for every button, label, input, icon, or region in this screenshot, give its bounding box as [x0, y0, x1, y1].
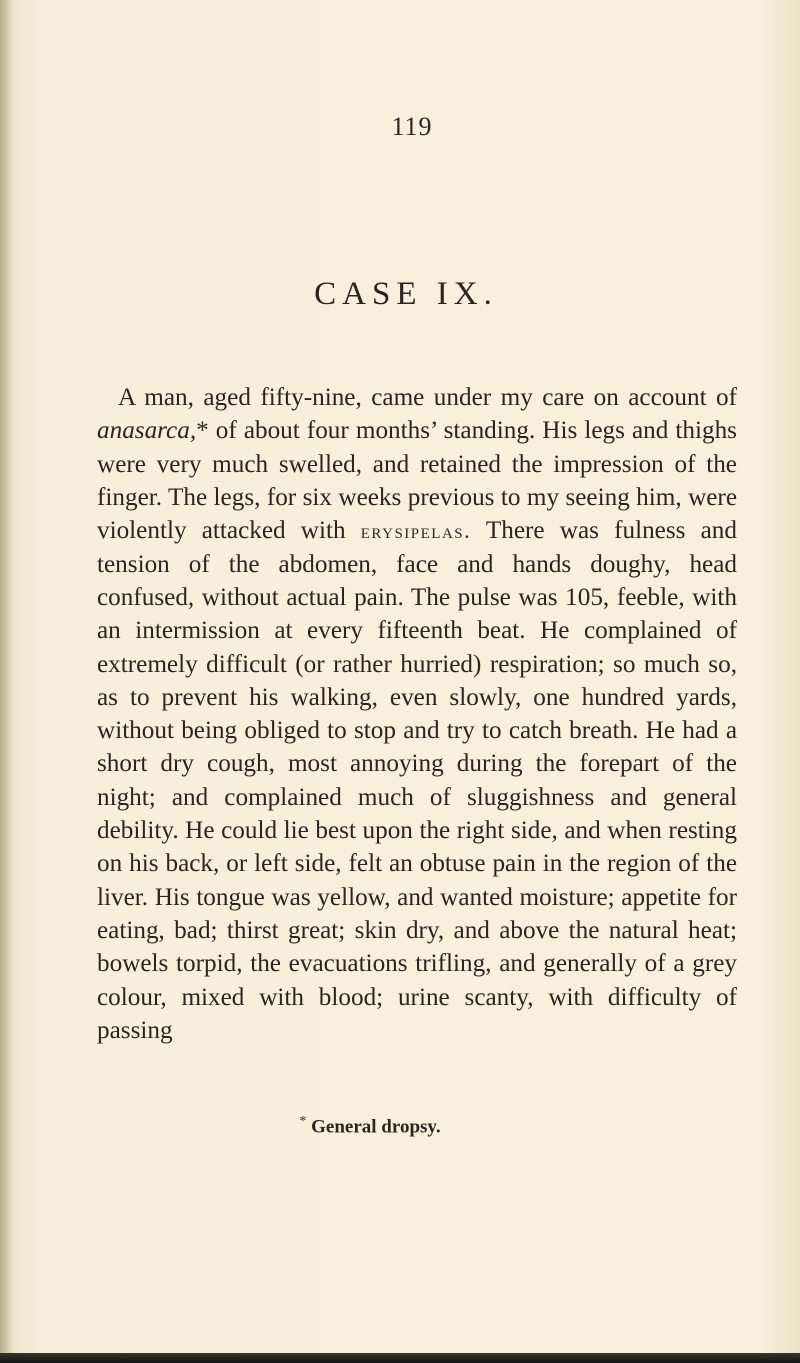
gutter-shadow [0, 0, 14, 1363]
footnote-text: General dropsy. [311, 1116, 441, 1138]
footnote-mark: * [299, 1114, 307, 1129]
page-number: 119 [391, 112, 433, 141]
footnote [0, 1114, 770, 1138]
page-bottom-edge [0, 1353, 800, 1363]
italic-term: anasarca, [97, 417, 197, 445]
smallcaps-term: erysipelas. [360, 518, 472, 544]
case-paragraph [97, 381, 737, 1047]
case-heading: CASE IX. [314, 276, 498, 312]
paragraph-text-middle: of about four months’ standing. His legs and thighs were very much swelled, and retained the impression of the finger. The legs, for six weeks previous to my seeing him, were violently attacked with [97, 417, 737, 545]
footnote-reference: * [196, 417, 209, 445]
paragraph-text-end: There was fulness and tension of the abdomen, face and hands doughy, head confused, without actual pain. The pulse was 105, feeble, with an intermission at every fifteenth beat. He complained of extremely difficult (or rather hurried) respiration; so much so, as to prevent his walking, even slowly, one hundred yards, without being obliged to stop and try to catch breath. He had a short dry cough, most annoying during the forepart of the night; and complained much of sluggishness and general debility. He could lie best upon the right side, and when resting on his back, or left side, felt an obtuse pain in the region of the liver. His tongue was yellow, and wanted moisture; appetite for eating, bad; thirst great; skin dry, and above the natural heat; bowels torpid, the evacuations trifling, and generally of a grey colour, mixed with blood; urine scanty, with difficulty of passing [97, 517, 737, 1044]
paragraph-text-start: A man, aged fifty-nine, came under my care on account of [118, 384, 737, 412]
